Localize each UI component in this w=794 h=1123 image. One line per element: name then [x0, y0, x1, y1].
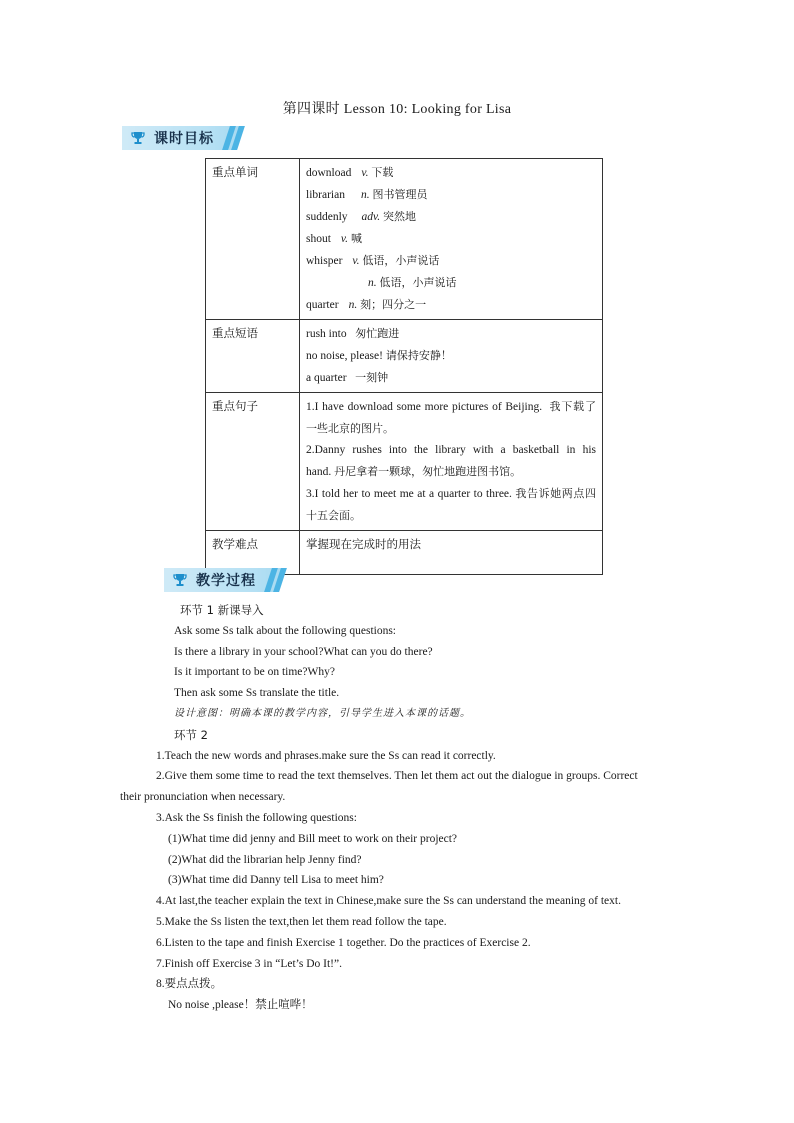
sentence-cell — [300, 393, 603, 531]
vocab-item — [306, 294, 596, 316]
sentence-item — [306, 440, 596, 483]
vocab-meaning: 刻；四分之一 — [360, 298, 427, 311]
page-title: 第四课时 Lesson 10: Looking for Lisa — [282, 102, 512, 117]
process-item: 8.要点点拨。 — [156, 978, 223, 991]
phrase-item — [306, 367, 596, 389]
section-banner-goals — [122, 126, 244, 150]
vocab-item — [306, 272, 596, 294]
vocab-label: 重点单词 — [206, 159, 300, 320]
vocab-item — [306, 228, 596, 250]
phrase-en: rush into — [306, 328, 347, 340]
vocab-meaning: 低语，小声说话 — [362, 254, 440, 267]
process-item: 5.Make the Ss listen the text,then let them read follow the tape. — [156, 915, 447, 928]
step1-line: Then ask some Ss translate the title. — [174, 687, 340, 700]
sentence-label: 重点句子 — [206, 393, 300, 531]
vocab-pos: n. — [348, 299, 358, 311]
process-item: 6.Listen to the tape and finish Exercise 1 together. Do the practices of Exercise 2. — [156, 936, 531, 949]
process-item: 3.Ask the Ss finish the following questions: — [156, 811, 357, 824]
vocab-word: shout — [306, 233, 331, 245]
process-item: 2.Give them some time to read the text themselves. Then let them act out the dialogue in groups. Correct — [156, 770, 638, 783]
phrase-en: no noise, please! — [306, 350, 383, 362]
vocab-pos: v. — [352, 255, 360, 267]
table-row — [206, 393, 603, 531]
vocab-word: librarian — [306, 189, 345, 201]
question-item: (3)What time did Danny tell Lisa to meet him? — [168, 874, 384, 887]
vocab-item — [306, 162, 596, 184]
vocab-item — [306, 250, 596, 272]
difficulty-label: 教学难点 — [206, 531, 300, 575]
step2-title: 环节 2 — [174, 727, 208, 742]
vocab-word: download — [306, 167, 352, 179]
phrase-cell — [300, 320, 603, 393]
sentence-zh: 我告诉她两点四十五会面。 — [306, 487, 596, 522]
phrase-zh: 一刻钟 — [355, 371, 389, 384]
process-item: 4.At last,the teacher explain the text in Chinese,make sure the Ss can understand the meaning of text. — [156, 895, 621, 908]
vocab-pos: n. — [360, 189, 370, 201]
sentence-en: 3.I told her to meet me at a quarter to three. — [306, 488, 512, 500]
phrase-zh: 请保持安静！ — [385, 349, 452, 362]
vocab-meaning: 突然地 — [383, 210, 417, 223]
sentence-en: 2.Danny rushes into the library with a basketball in his hand. — [306, 444, 596, 478]
section-banner-process — [164, 568, 286, 592]
process-item: No noise ,please！禁止喧哗！ — [168, 999, 313, 1012]
table-row — [206, 159, 603, 320]
trophy-icon — [172, 572, 188, 588]
phrase-item — [306, 323, 596, 345]
vocab-pos: adv. — [361, 211, 381, 223]
sentence-item — [306, 483, 596, 527]
vocab-pos: v. — [361, 167, 369, 179]
sentence-zh: 我下载了一些北京的图片。 — [306, 400, 597, 435]
vocab-word: whisper — [306, 255, 343, 267]
trophy-icon — [130, 130, 146, 146]
step1-line: Is it important to be on time?Why? — [174, 666, 335, 679]
vocab-pos: n. — [368, 277, 377, 289]
design-note: 设计意图：明确本课的教学内容，引导学生进入本课的话题。 — [174, 707, 471, 719]
vocab-cell — [300, 159, 603, 320]
sentence-en: 1.I have download some more pictures of Beijing. — [306, 401, 543, 413]
vocab-meaning: 下载 — [371, 166, 394, 179]
process-item: 1.Teach the new words and phrases.make sure the Ss can read it correctly. — [156, 749, 496, 762]
vocab-word: quarter — [306, 299, 339, 311]
vocab-meaning: 图书管理员 — [372, 188, 428, 201]
vocab-pos: v. — [340, 233, 349, 245]
phrase-item — [306, 345, 596, 367]
process-body — [0, 600, 794, 1016]
process-item: their pronunciation when necessary. — [120, 791, 286, 804]
sentence-item — [306, 396, 596, 440]
phrase-zh: 匆忙跑进 — [355, 327, 400, 340]
phrase-en: a quarter — [306, 372, 347, 384]
question-item: (1)What time did jenny and Bill meet to work on their project? — [168, 832, 458, 845]
step1-line: Is there a library in your school?What can you do there? — [174, 645, 433, 658]
vocab-meaning: 低语，小声说话 — [379, 276, 457, 289]
goals-table — [205, 158, 603, 575]
process-item: 7.Finish off Exercise 3 in “Let’s Do It!”. — [156, 957, 342, 970]
question-item: (2)What did the librarian help Jenny find? — [168, 853, 362, 866]
vocab-word: suddenly — [306, 211, 348, 223]
step1-title: 环节 1 新课导入 — [180, 603, 264, 617]
vocab-item — [306, 206, 596, 228]
sentence-zh: 丹尼拿着一颗球，匆忙地跑进图书馆。 — [334, 465, 522, 478]
vocab-item — [306, 184, 596, 206]
phrase-label: 重点短语 — [206, 320, 300, 393]
section-title: 课时目标 — [154, 131, 214, 147]
difficulty-cell — [300, 531, 603, 575]
step1-line: Ask some Ss talk about the following questions: — [174, 624, 397, 637]
table-row — [206, 320, 603, 393]
vocab-meaning: 喊 — [350, 232, 362, 245]
section-title: 教学过程 — [196, 573, 256, 589]
difficulty-text: 掌握现在完成时的用法 — [306, 537, 421, 551]
